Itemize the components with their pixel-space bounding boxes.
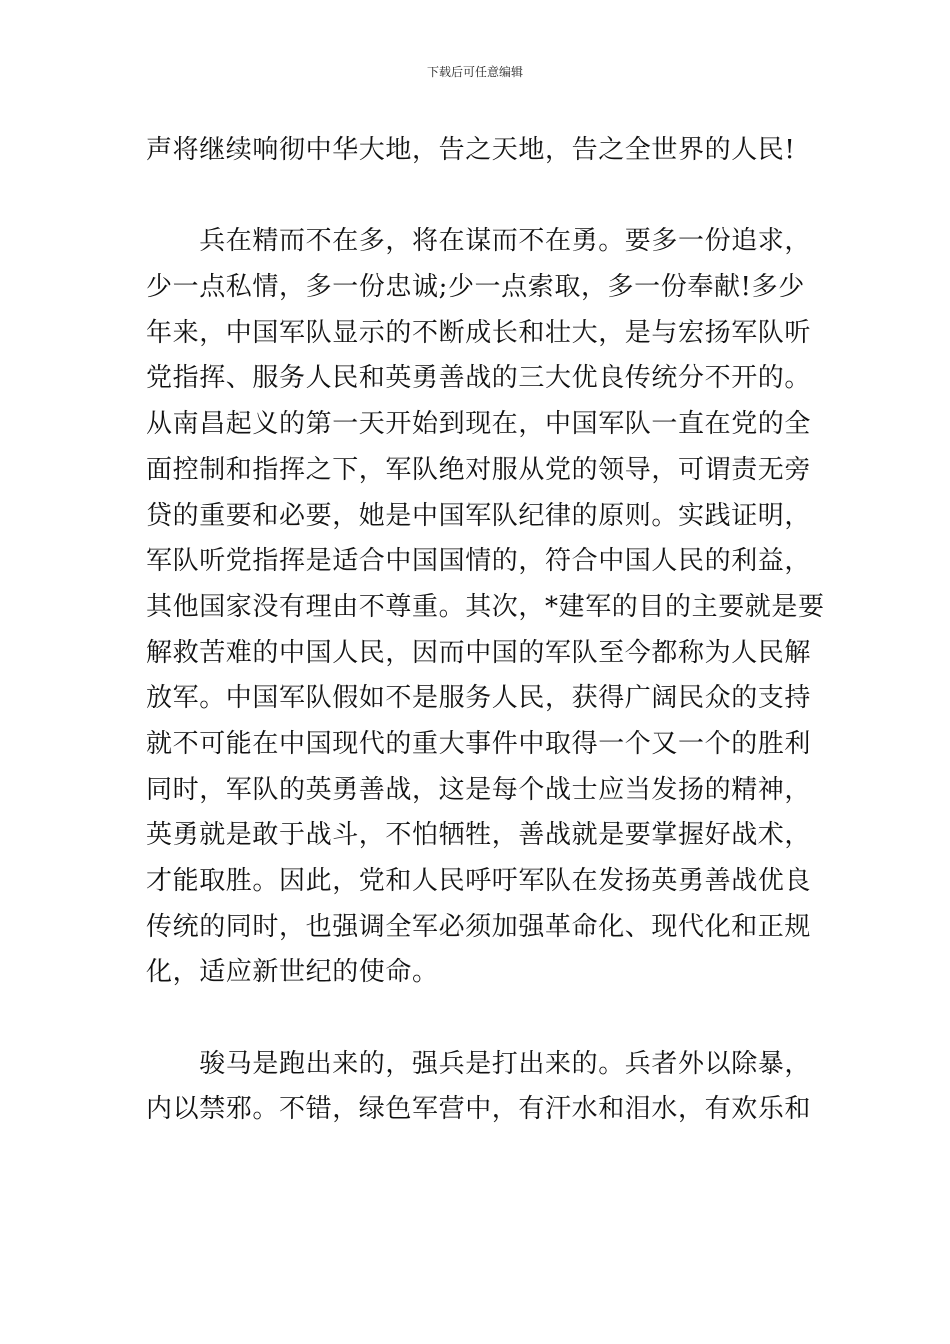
text-line: 就不可能在中国现代的重大事件中取得一个又一个的胜利 — [146, 728, 812, 759]
text-line: 放军。中国军队假如不是服务人民，获得广阔民众的支持 — [146, 683, 812, 714]
text-line: 才能取胜。因此，党和人民呼吁军队在发扬英勇善战优良 — [146, 866, 812, 896]
paragraph — [146, 219, 825, 996]
body-text — [146, 128, 825, 1133]
text-line: 其他国家没有理由不尊重。其次，*建军的目的主要就是要 — [146, 591, 825, 622]
text-line: 从南昌起义的第一天开始到现在，中国军队一直在党的全 — [146, 409, 812, 440]
text-line: 解救苦难的中国人民，因而中国的军队至今都称为人民解 — [146, 637, 812, 668]
text-line: 兵在精而不在多，将在谋而不在勇。要多一份追求， — [146, 226, 812, 257]
text-line: 内以禁邪。不错，绿色军营中，有汗水和泪水，有欢乐和 — [146, 1094, 812, 1125]
text-line: 面控制和指挥之下，军队绝对服从党的领导，可谓责无旁 — [146, 454, 812, 485]
text-line: 年来，中国军队显示的不断成长和壮大，是与宏扬军队听 — [146, 317, 812, 348]
text-line: 传统的同时，也强调全军必须加强革命化、现代化和正规 — [146, 911, 812, 942]
text-line: 少一点私情，多一份忠诚;少一点索取，多一份奉献!多少 — [146, 272, 805, 303]
text-line: 英勇就是敢于战斗，不怕牺牲，善战就是要掌握好战术， — [146, 820, 812, 851]
paragraph-gap — [146, 996, 810, 1042]
text-line: 骏马是跑出来的，强兵是打出来的。兵者外以除暴， — [146, 1048, 812, 1079]
text-line: 军队听党指挥是适合中国国情的，符合中国人民的利益， — [146, 546, 812, 577]
paragraph — [146, 128, 810, 174]
text-line: 同时，军队的英勇善战，这是每个战士应当发扬的精神， — [146, 774, 812, 805]
paragraph — [146, 1042, 810, 1133]
text-line: 贷的重要和必要，她是中国军队纪律的原则。实践证明， — [146, 500, 812, 531]
paragraph-gap — [146, 174, 810, 220]
page-header: 下载后可任意编辑 — [426, 65, 523, 79]
text-line: 党指挥、服务人民和英勇善战的三大优良传统分不开的。 — [146, 363, 812, 394]
text-line: 化，适应新世纪的使命。 — [146, 957, 439, 988]
text-line: 声将继续响彻中华大地，告之天地，告之全世界的人民! — [146, 135, 796, 165]
